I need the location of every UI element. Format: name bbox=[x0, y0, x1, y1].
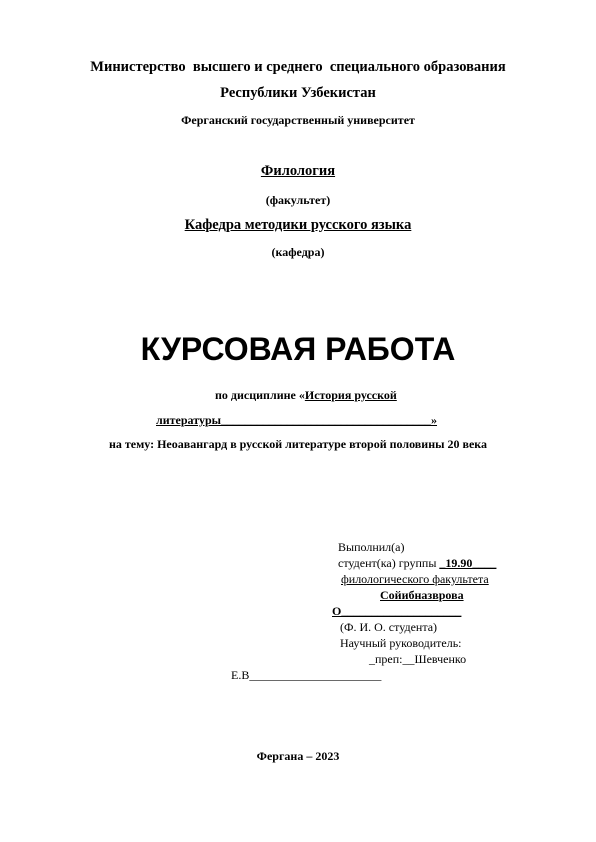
group-value: _19.90____ bbox=[439, 556, 497, 570]
discipline-prefix: по дисциплине « bbox=[215, 388, 305, 402]
fio-hint: (Ф. И. О. студента) bbox=[340, 620, 438, 634]
discipline-name-part-1: История русской bbox=[304, 388, 397, 402]
city-year: Фергана – 2023 bbox=[256, 749, 340, 763]
group-line bbox=[338, 557, 496, 569]
performed-label: Выполнил(а) bbox=[338, 540, 405, 554]
supervisor-name-line-1: _преп:__Шевченко bbox=[369, 652, 467, 666]
supervisor-name-line-2: Е.В______________________ bbox=[231, 668, 382, 682]
group-label: студент(ка) группы bbox=[338, 556, 440, 570]
student-name: Сойибназврова bbox=[380, 588, 464, 602]
topic-line: на тему: Неоавангард в русской литературе второй половины 20 века bbox=[108, 437, 488, 451]
faculty-label: (факультет) bbox=[265, 193, 331, 207]
discipline-line-1 bbox=[215, 389, 397, 401]
document-title: КУРСОВАЯ РАБОТА bbox=[140, 331, 456, 367]
ministry-heading: Министерство высшего и среднего специального образования bbox=[90, 59, 506, 75]
department-name: Кафедра методики русского языка bbox=[184, 217, 412, 233]
supervisor-label: Научный руководитель: bbox=[340, 636, 462, 650]
university-name: Ферганский государственный университет bbox=[181, 113, 415, 127]
faculty-name: Филология bbox=[260, 163, 336, 179]
discipline-line-2: литературы___________________________________» bbox=[156, 413, 438, 427]
student-name-continued: О____________________ bbox=[332, 604, 462, 618]
republic-heading: Республики Узбекистан bbox=[220, 85, 376, 101]
faculty-line: филологического факультета bbox=[341, 572, 489, 586]
department-label: (кафедра) bbox=[271, 245, 325, 259]
